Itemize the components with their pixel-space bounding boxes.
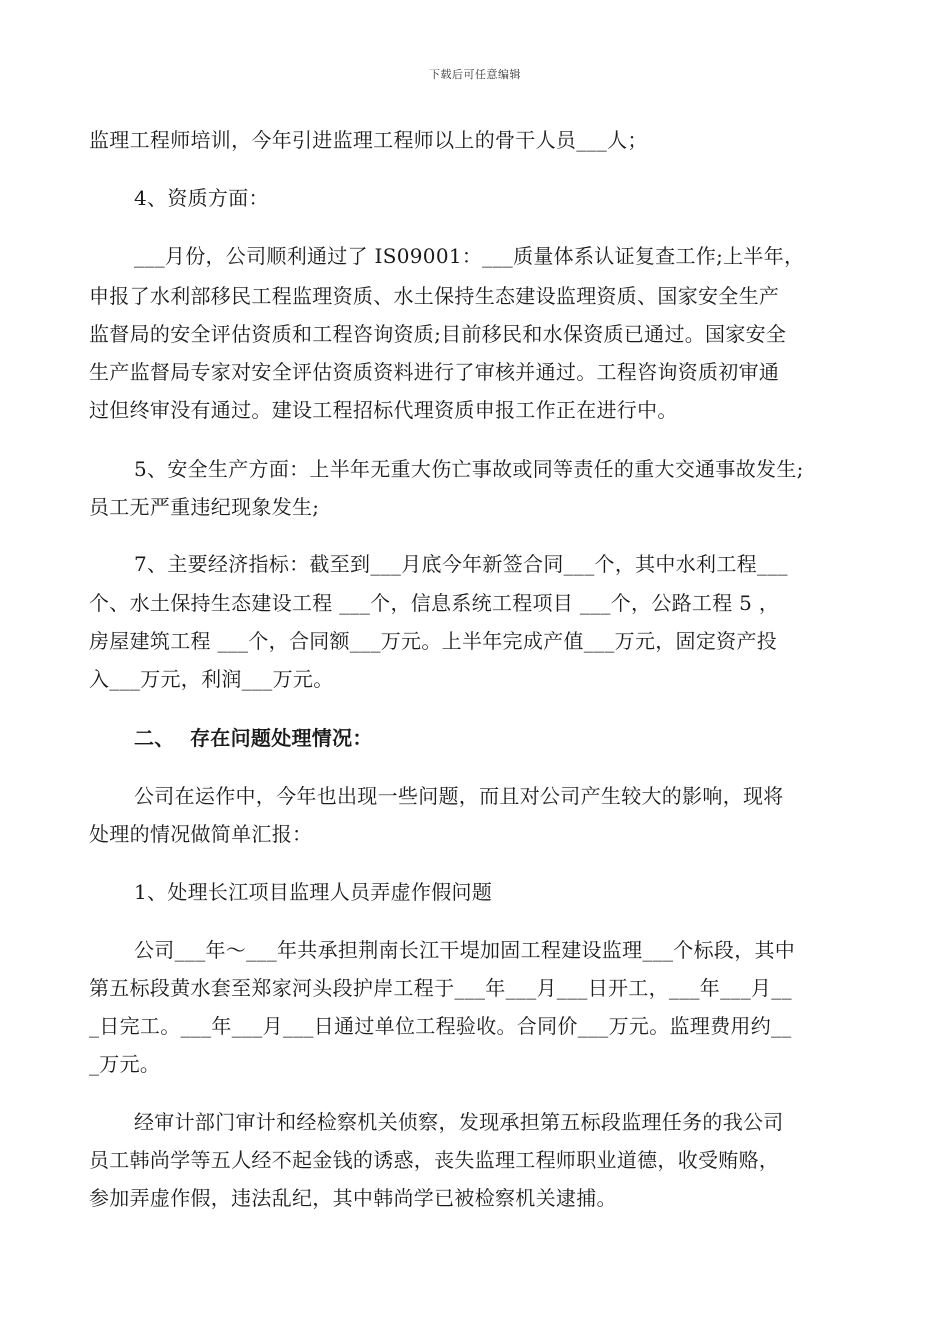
item-heading-safety: 5、安全生产方面：上半年无重大伤亡事故或同等责任的重大交通事故发生; [134, 457, 804, 481]
item-heading-yangtze: 1、处理长江项目监理人员弄虚作假问题 [134, 880, 493, 904]
paragraph-line: 监督局的安全评估资质和工程咨询资质;目前移民和水保资质已通过。国家安全 [89, 322, 787, 346]
paragraph-line: ___月份，公司顺利通过了 IS09001：___质量体系认证复查工作;上半年， [134, 244, 805, 268]
paragraph-line: 过但终审没有通过。建设工程招标代理资质申报工作正在进行中。 [89, 398, 678, 422]
paragraph-line: 生产监督局专家对安全评估资质资料进行了审核并通过。工程咨询资质初审通 [89, 360, 780, 384]
item-heading-economic: 7、主要经济指标：截至到___月底今年新签合同___个，其中水利工程___ [134, 552, 788, 576]
section-heading [134, 726, 373, 750]
paragraph-line: 入___万元，利润___万元。 [89, 667, 334, 691]
paragraph-line: 房屋建筑工程 ___个，合同额___万元。上半年完成产值___万元，固定资产投 [89, 629, 778, 653]
paragraph-line: _日完工。___年___月___日通过单位工程验收。合同价___万元。监理费用约__ [89, 1014, 792, 1038]
paragraph-line: 申报了水利部移民工程监理资质、水土保持生态建设监理资质、国家安全生产 [89, 284, 780, 308]
paragraph-line: _万元。 [89, 1052, 161, 1076]
paragraph-line: 个、水土保持生态建设工程 ___个，信息系统工程项目 ___个，公路工程 5 ， [89, 591, 780, 615]
paragraph-line: 员工韩尚学等五人经不起金钱的诱惑，丧失监理工程师职业道德，收受贿赂， [89, 1148, 780, 1172]
section-title: 存在问题处理情况： [190, 726, 373, 750]
paragraph-line: 公司在运作中，今年也出现一些问题，而且对公司产生较大的影响，现将 [134, 784, 784, 808]
paragraph-line: 监理工程师培训，今年引进监理工程师以上的骨干人员___人； [89, 128, 648, 152]
page-header: 下载后可任意编辑 [429, 68, 521, 81]
section-number: 二、 [134, 726, 175, 750]
paragraph-line: 经审计部门审计和经检察机关侦察，发现承担第五标段监理任务的我公司 [134, 1110, 784, 1134]
paragraph-line: 公司___年～___年共承担荆南长江干堤加固工程建设监理___个标段，其中 [134, 938, 796, 962]
item-heading-qualification: 4、资质方面： [134, 186, 269, 210]
paragraph-line: 第五标段黄水套至郑家河头段护岸工程于___年___月___日开工，___年___月__ [89, 976, 792, 1000]
paragraph-line: 处理的情况做简单汇报： [89, 822, 313, 846]
paragraph-line: 参加弄虚作假，违法乱纪，其中韩尚学已被检察机关逮捕。 [89, 1186, 617, 1210]
paragraph-line: 员工无严重违纪现象发生; [89, 495, 320, 519]
